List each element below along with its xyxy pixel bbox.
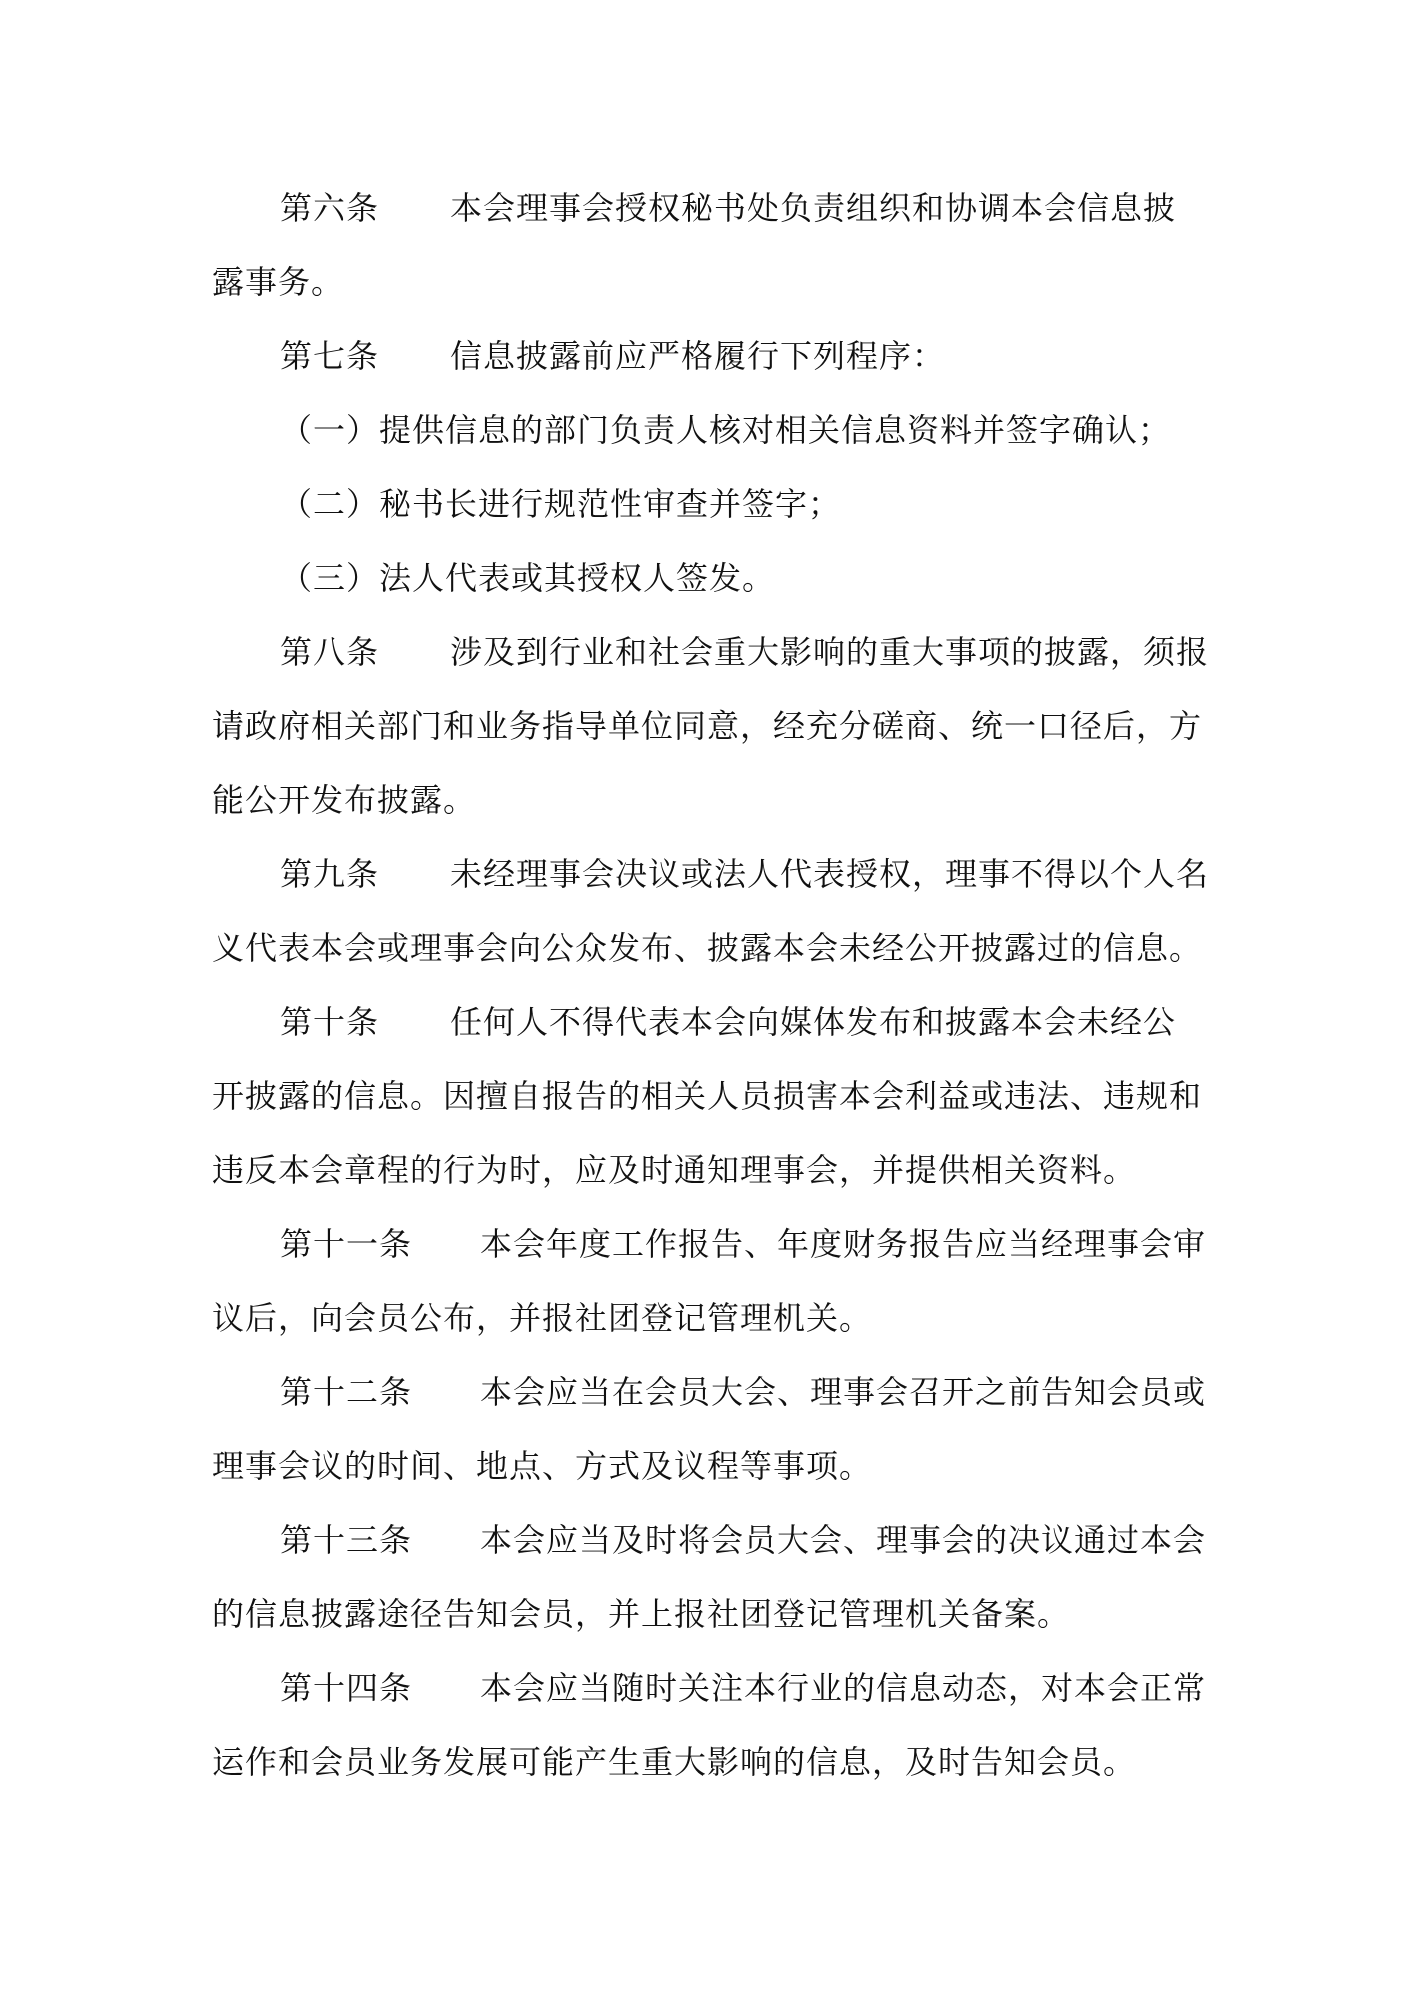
article-13-text-1: 本会应当及时将会员大会、理事会的决议通过本会 [480,1521,1207,1559]
article-14-text-1: 本会应当随时关注本行业的信息动态，对本会正常 [480,1669,1207,1707]
article-11-number: 第十一条 [280,1225,413,1263]
article-12-text-2: 理事会议的时间、地点、方式及议程等事项。 [212,1447,873,1485]
article-12-line-2 [212,1446,1202,1486]
article-11-line-1 [280,1224,1207,1264]
article-9-text-1: 未经理事会决议或法人代表授权，理事不得以个人名 [450,855,1210,893]
article-9-line-2 [212,928,1202,968]
procedure-item-3-text: （三）法人代表或其授权人签发。 [280,559,776,597]
article-6-number: 第六条 [280,189,380,227]
article-6-line-2 [212,262,1202,302]
article-8-line-1 [280,632,1210,672]
article-14-line-1 [280,1668,1207,1708]
article-10-line-3 [212,1150,1202,1190]
procedure-item-3 [280,558,1270,598]
article-7-text-1: 信息披露前应严格履行下列程序： [450,337,946,375]
article-12-line-1 [280,1372,1207,1412]
article-7-line-1 [280,336,1202,376]
article-8-line-2 [212,706,1202,746]
article-8-text-3: 能公开发布披露。 [212,781,477,819]
article-13-number: 第十三条 [280,1521,413,1559]
article-10-text-2: 开披露的信息。因擅自报告的相关人员损害本会利益或违法、违规和 [212,1077,1203,1115]
article-7-number: 第七条 [280,337,380,375]
article-11-line-2 [212,1298,1202,1338]
article-6-line-1 [280,188,1202,228]
procedure-item-2-text: （二）秘书长进行规范性审查并签字； [280,485,842,523]
article-13-line-1 [280,1520,1207,1560]
procedure-item-1-text: （一）提供信息的部门负责人核对相关信息资料并签字确认； [280,411,1172,449]
article-14-number: 第十四条 [280,1669,413,1707]
article-9-number: 第九条 [280,855,380,893]
article-14-text-2: 运作和会员业务发展可能产生重大影响的信息，及时告知会员。 [212,1743,1137,1781]
article-14-line-2 [212,1742,1202,1782]
article-6-text-2: 露事务。 [212,263,345,301]
article-8-text-2: 请政府相关部门和业务指导单位同意，经充分磋商、统一口径后，方 [212,707,1203,745]
article-12-number: 第十二条 [280,1373,413,1411]
article-11-text-1: 本会年度工作报告、年度财务报告应当经理事会审 [480,1225,1207,1263]
article-10-number: 第十条 [280,1003,380,1041]
article-6-text-1: 本会理事会授权秘书处负责组织和协调本会信息披 [450,189,1177,227]
article-8-text-1: 涉及到行业和社会重大影响的重大事项的披露，须报 [450,633,1210,671]
article-9-line-1 [280,854,1210,894]
article-10-text-3: 违反本会章程的行为时，应及时通知理事会，并提供相关资料。 [212,1151,1137,1189]
article-13-text-2: 的信息披露途径告知会员，并上报社团登记管理机关备案。 [212,1595,1071,1633]
article-8-line-3 [212,780,1202,820]
article-10-text-1: 任何人不得代表本会向媒体发布和披露本会未经公 [450,1003,1177,1041]
article-8-number: 第八条 [280,633,380,671]
procedure-item-2 [280,484,1270,524]
article-9-text-2: 义代表本会或理事会向公众发布、披露本会未经公开披露过的信息。 [212,929,1203,967]
article-12-text-1: 本会应当在会员大会、理事会召开之前告知会员或 [480,1373,1207,1411]
article-10-line-2 [212,1076,1202,1116]
procedure-item-1 [280,410,1270,450]
article-11-text-2: 议后，向会员公布，并报社团登记管理机关。 [212,1299,873,1337]
article-10-line-1 [280,1002,1202,1042]
article-13-line-2 [212,1594,1202,1634]
